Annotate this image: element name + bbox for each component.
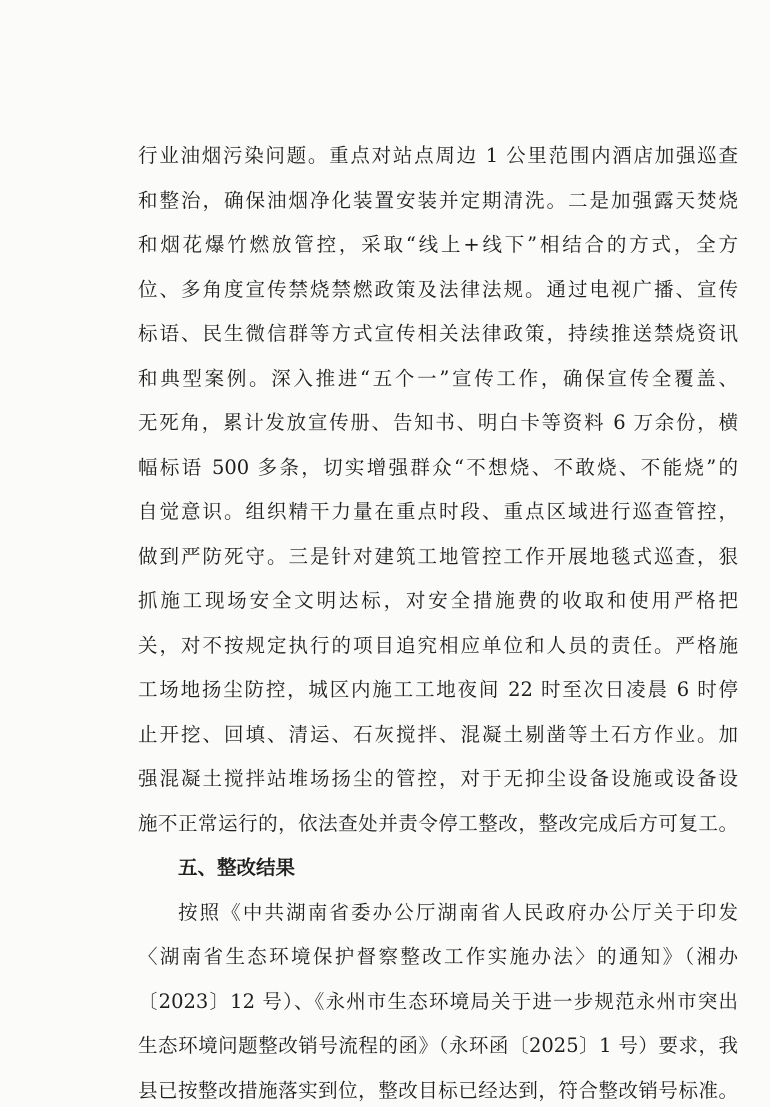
body-line: 做到严防死守。三是针对建筑工地管控工作开展地毯式巡查，狠 xyxy=(138,545,738,568)
body-line: 止开挖、回填、清运、石灰搅拌、混凝土剔凿等土石方作业。加 xyxy=(138,723,738,746)
section-line: 〈湖南省生态环境保护督察整改工作实施办法〉的通知》（湘办 xyxy=(138,945,738,968)
body-line: 和烟花爆竹燃放管控，采取“线上+线下”相结合的方式，全方 xyxy=(138,233,738,256)
body-line: 幅标语 500 多条，切实增强群众“不想烧、不敢烧、不能烧”的 xyxy=(138,456,738,479)
body-line: 无死角，累计发放宣传册、告知书、明白卡等资料 6 万余份，横 xyxy=(138,411,738,434)
body-line: 行业油烟污染问题。重点对站点周边 1 公里范围内酒店加强巡查 xyxy=(138,144,738,167)
body-line: 强混凝土搅拌站堆场扬尘的管控，对于无抑尘设备设施或设备设 xyxy=(138,767,738,790)
section-line: 县已按整改措施落实到位，整改目标已经达到，符合整改销号标准。 xyxy=(138,1079,738,1102)
body-line: 工场地扬尘防控，城区内施工工地夜间 22 时至次日凌晨 6 时停 xyxy=(138,678,738,701)
body-line: 标语、民生微信群等方式宣传相关法律政策，持续推送禁烧资讯 xyxy=(138,322,738,345)
body-line: 关，对不按规定执行的项目追究相应单位和人员的责任。严格施 xyxy=(138,634,738,657)
section-line: 按照《中共湖南省委办公厅湖南省人民政府办公厅关于印发 xyxy=(178,901,738,924)
body-line: 施不正常运行的，依法查处并责令停工整改，整改完成后方可复工。 xyxy=(138,812,738,835)
body-line: 位、多角度宣传禁烧禁燃政策及法律法规。通过电视广播、宣传 xyxy=(138,278,738,301)
body-line: 和整治，确保油烟净化装置安装并定期清洗。二是加强露天焚烧 xyxy=(138,189,738,212)
body-line: 抓施工现场安全文明达标，对安全措施费的收取和使用严格把 xyxy=(138,589,738,612)
body-line: 和典型案例。深入推进“五个一”宣传工作，确保宣传全覆盖、 xyxy=(138,367,738,390)
section-heading: 五、整改结果 xyxy=(178,856,296,879)
section-line: 生态环境问题整改销号流程的函》（永环函〔2025〕1 号）要求，我 xyxy=(138,1034,738,1057)
body-line: 自觉意识。组织精干力量在重点时段、重点区域进行巡查管控， xyxy=(138,500,738,523)
section-line: 〔2023〕12 号）、《永州市生态环境局关于进一步规范永州市突出 xyxy=(138,990,738,1013)
